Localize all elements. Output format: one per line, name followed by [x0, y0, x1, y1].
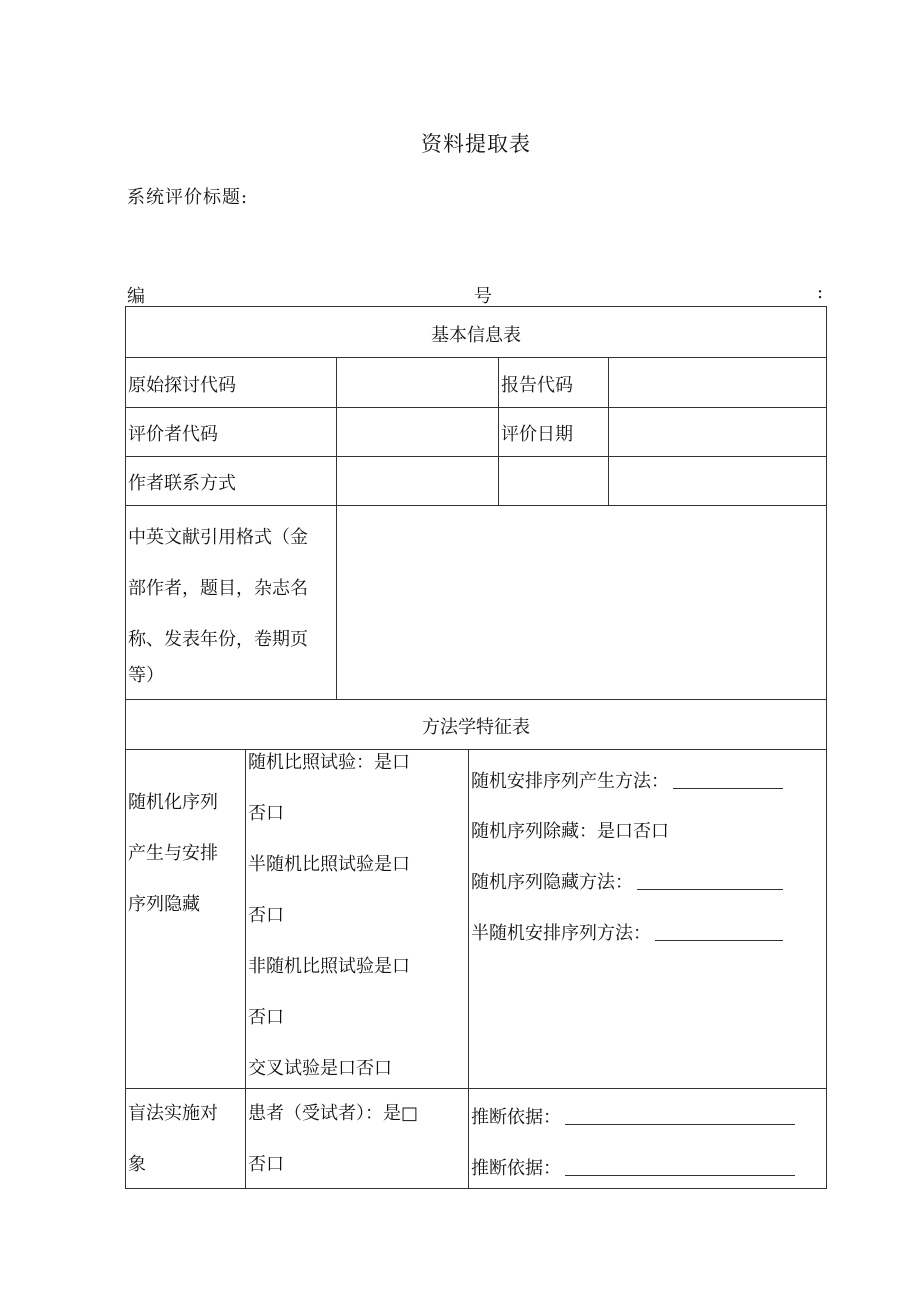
semi-random-method-label: 半随机安排序列方法： — [471, 923, 651, 944]
non-rct-option-no[interactable]: 否口 — [248, 1007, 284, 1028]
concealment-option[interactable] — [471, 817, 669, 843]
rct-option-no[interactable]: 否口 — [248, 803, 284, 824]
citation-line: 等） — [128, 665, 164, 686]
column-divider — [336, 357, 337, 699]
reviewer-code-value[interactable] — [338, 408, 497, 455]
review-date-label: 评价日期 — [501, 424, 573, 445]
number-label-colon: : — [817, 282, 824, 303]
review-date-value[interactable] — [610, 408, 825, 455]
patient-blinded-option[interactable]: 患者（受试者）：是□ — [248, 1103, 419, 1124]
quasi-rct-option[interactable]: 半随机比照试验是口 — [248, 854, 410, 875]
semi-random-method-field[interactable] — [471, 919, 783, 945]
basic-info-heading: 基本信息表 — [431, 325, 521, 346]
randomization-label-line: 序列隐藏 — [128, 894, 200, 915]
methodology-heading: 方法学特征表 — [422, 717, 530, 738]
randomization-label — [128, 777, 243, 930]
column-divider — [245, 749, 246, 1188]
quasi-rct-option-no[interactable]: 否口 — [248, 905, 284, 926]
row-divider — [126, 749, 826, 750]
concealment-method-label: 随机序列隐藏方法： — [471, 872, 633, 893]
number-label-middle: 号 — [474, 286, 492, 307]
random-method-field[interactable] — [471, 767, 783, 793]
concealment-method-field[interactable] — [471, 868, 783, 894]
citation-value[interactable] — [338, 506, 825, 698]
concealment-label: 随机序列除藏：是口否口 — [471, 821, 669, 842]
fill-blank[interactable] — [565, 1174, 795, 1176]
fill-blank[interactable] — [673, 787, 783, 789]
citation-line: 部作者，题目，杂志名 — [128, 578, 308, 599]
fill-blank[interactable] — [655, 939, 783, 941]
rct-option[interactable]: 随机比照试验：是口 — [248, 752, 410, 773]
basis-label: 推断依据： — [471, 1107, 561, 1128]
non-rct-option[interactable]: 非随机比照试验是口 — [248, 956, 410, 977]
randomization-label-line: 随机化序列 — [128, 792, 218, 813]
trial-type-options — [248, 737, 466, 1094]
crossover-option[interactable]: 交叉试验是口否口 — [248, 1058, 392, 1079]
page-title: 资料提取表 — [421, 132, 531, 156]
basis-label: 推断依据： — [471, 1158, 561, 1179]
original-code-value[interactable] — [338, 358, 497, 406]
blinding-basis-field[interactable] — [471, 1103, 795, 1129]
report-code-value[interactable] — [610, 358, 825, 406]
number-label-left: 编 — [127, 286, 145, 307]
blinding-label — [128, 1088, 243, 1190]
random-method-label: 随机安排序列产生方法： — [471, 771, 669, 792]
blinding-label-line: 盲法实施对 — [128, 1103, 218, 1124]
blinding-label-line: 象 — [128, 1154, 146, 1175]
report-code-label: 报告代码 — [501, 375, 573, 396]
original-code-label: 原始探讨代码 — [128, 375, 236, 396]
reviewer-code-label: 评价者代码 — [128, 424, 218, 445]
citation-line: 称、发表年份，卷期页 — [128, 629, 308, 650]
fill-blank[interactable] — [637, 888, 783, 890]
blinding-basis-field[interactable] — [471, 1154, 795, 1180]
extraction-form-table — [125, 306, 827, 1189]
patient-blinded-option-no[interactable]: 否口 — [248, 1154, 284, 1175]
author-contact-label: 作者联系方式 — [128, 473, 236, 494]
randomization-label-line: 产生与安排 — [128, 843, 218, 864]
column-divider — [468, 749, 469, 1188]
author-contact-value[interactable] — [338, 457, 825, 504]
review-title-label: 系统评价标题: — [127, 187, 249, 208]
blinding-patient-options — [248, 1088, 466, 1190]
citation-format-label — [128, 512, 333, 687]
citation-line: 中英文献引用格式（金 — [128, 527, 308, 548]
row-divider — [126, 699, 826, 700]
fill-blank[interactable] — [565, 1123, 795, 1125]
